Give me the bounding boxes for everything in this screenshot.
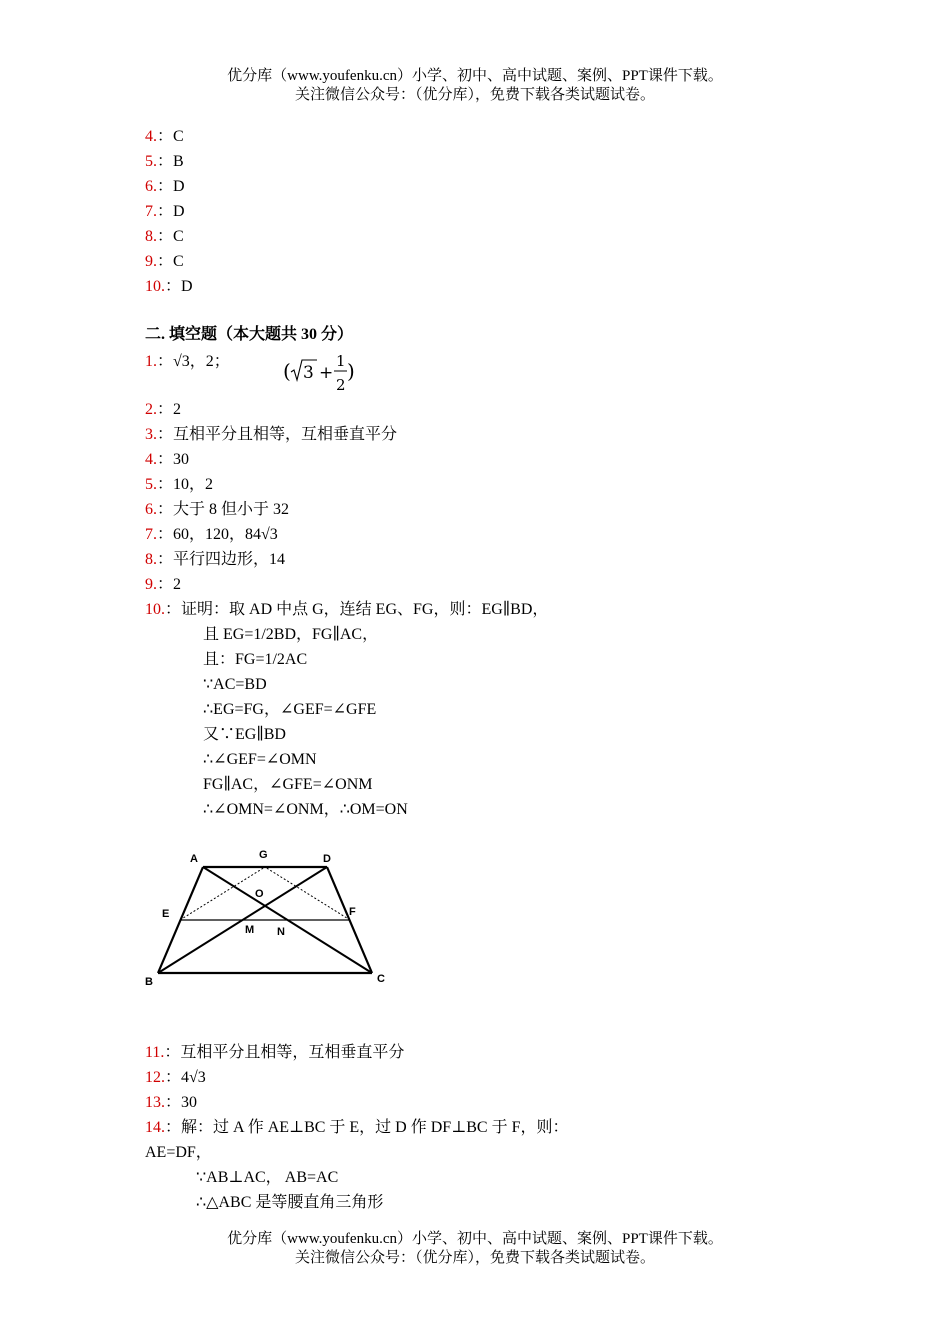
proof-line: 又∵EG∥BD bbox=[203, 726, 286, 743]
fill-answer-12: 12.：4√3 bbox=[145, 1069, 206, 1086]
choice-answer-9: 9.：C bbox=[145, 253, 184, 270]
proof-line: ∴∠GEF=∠OMN bbox=[203, 751, 317, 768]
label-m: M bbox=[245, 924, 255, 936]
solution-continuation: AE=DF， bbox=[145, 1144, 212, 1161]
label-g: G bbox=[259, 849, 268, 861]
fill-answer-10: 10.：证明：取 AD 中点 G，连结 EG、FG，则：EG∥BD， bbox=[145, 601, 549, 618]
label-b: B bbox=[145, 976, 153, 988]
choice-answer-10: 10.：D bbox=[145, 278, 193, 295]
footer-line-1: 优分库（www.youfenku.cn）小学、初中、高中试题、案例、PPT课件下载。 bbox=[227, 1231, 723, 1247]
proof-line: ∵AC=BD bbox=[203, 676, 267, 693]
trapezoid-figure bbox=[140, 845, 390, 990]
choice-answer-5: 5.：B bbox=[145, 153, 184, 170]
fill-answer-6: 6.：大于 8 但小于 32 bbox=[145, 501, 290, 518]
page-footer bbox=[0, 1230, 950, 1268]
proof-line: 且：FG=1/2AC bbox=[203, 651, 308, 668]
label-f: F bbox=[349, 906, 356, 918]
page-header bbox=[0, 67, 950, 105]
header-line-1: 优分库（www.youfenku.cn）小学、初中、高中试题、案例、PPT课件下载。 bbox=[227, 68, 723, 84]
label-c: C bbox=[377, 973, 385, 985]
header-line-2: 关注微信公众号：（优分库），免费下载各类试题试卷。 bbox=[294, 87, 655, 103]
label-o: O bbox=[255, 888, 264, 900]
fill-answer-14: 14.：解：过 A 作 AE⊥BC 于 E，过 D 作 DF⊥BC 于 F，则： bbox=[145, 1119, 569, 1136]
fill-answer-2: 2.：2 bbox=[145, 401, 182, 418]
formula-image bbox=[283, 348, 355, 396]
formula-numerator: 1 bbox=[336, 352, 346, 370]
footer-line-2: 关注微信公众号：（优分库），免费下载各类试题试卷。 bbox=[294, 1250, 655, 1266]
proof-line: 且 EG=1/2BD，FG∥AC， bbox=[203, 626, 379, 643]
choice-answer-8: 8.：C bbox=[145, 228, 184, 245]
choice-answer-6: 6.：D bbox=[145, 178, 185, 195]
fill-answer-1: 1.：√3，2； bbox=[145, 353, 230, 370]
proof-line: FG∥AC，∠GFE=∠ONM bbox=[203, 776, 373, 793]
fill-answer-7: 7.：60，120，84√3 bbox=[145, 526, 278, 543]
proof-line: ∴EG=FG，∠GEF=∠GFE bbox=[203, 701, 377, 718]
formula-denominator: 2 bbox=[336, 376, 346, 394]
solution-line: ∵AB⊥AC， AB=AC bbox=[196, 1169, 339, 1186]
fill-answer-5: 5.：10，2 bbox=[145, 476, 214, 493]
fill-answer-9: 9.：2 bbox=[145, 576, 182, 593]
solution-line: ∴△ABC 是等腰直角三角形 bbox=[196, 1194, 384, 1211]
fill-answer-8: 8.：平行四边形，14 bbox=[145, 551, 286, 568]
proof-line: ∴∠OMN=∠ONM，∴OM=ON bbox=[203, 801, 408, 818]
fill-answer-11: 11.：互相平分且相等，互相垂直平分 bbox=[145, 1044, 405, 1061]
choice-answer-4: 4.：C bbox=[145, 128, 184, 145]
formula-plus: + bbox=[319, 363, 334, 383]
fill-answer-3: 3.：互相平分且相等，互相垂直平分 bbox=[145, 426, 398, 443]
choice-answer-7: 7.：D bbox=[145, 203, 185, 220]
label-e: E bbox=[162, 908, 170, 920]
formula-radicand: 3 bbox=[303, 363, 314, 383]
label-a: A bbox=[190, 853, 198, 865]
formula-close-paren: ) bbox=[347, 359, 355, 383]
formula-open-paren: ( bbox=[283, 359, 291, 383]
fill-answer-4: 4.：30 bbox=[145, 451, 190, 468]
label-n: N bbox=[277, 926, 285, 938]
section-title-fill-in: 二. 填空题（本大题共 30 分） bbox=[145, 326, 354, 343]
fill-answer-13: 13.：30 bbox=[145, 1094, 198, 1111]
label-d: D bbox=[323, 853, 331, 865]
